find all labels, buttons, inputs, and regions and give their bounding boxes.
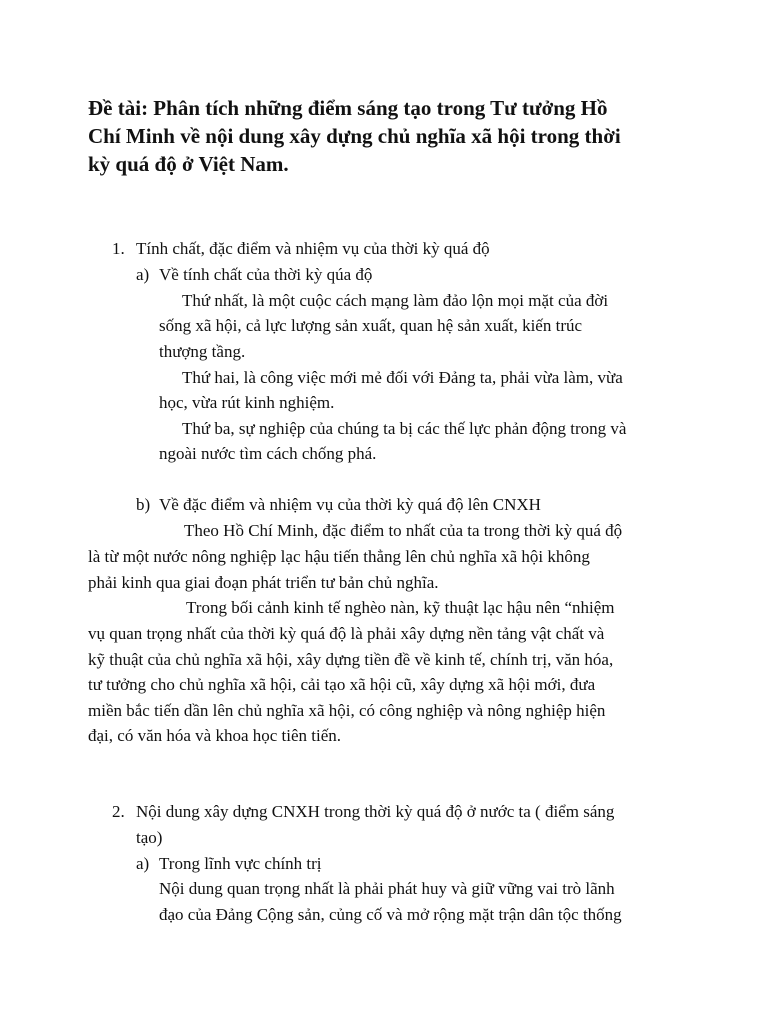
title-line: Chí Minh về nội dung xây dựng chủ nghĩa xã hội trong thời bbox=[88, 124, 621, 148]
paragraph-line: Nội dung quan trọng nhất là phải phát huy và giữ vững vai trò lãnh bbox=[159, 879, 615, 898]
paragraph-line: Trong bối cảnh kinh tế nghèo nàn, kỹ thuật lạc hậu nên “nhiệm bbox=[186, 598, 615, 617]
paragraph-line: Thứ nhất, là một cuộc cách mạng làm đảo lộn mọi mặt của đời bbox=[182, 291, 609, 310]
title-line: Đề tài: Phân tích những điểm sáng tạo trong Tư tưởng Hồ bbox=[88, 96, 608, 120]
paragraph-line: kỹ thuật của chủ nghĩa xã hội, xây dựng tiền đề về kinh tế, chính trị, văn hóa, bbox=[88, 650, 614, 669]
paragraph-line: đại, có văn hóa và khoa học tiên tiến. bbox=[88, 726, 342, 745]
paragraph-line: phải kinh qua giai đoạn phát triển tư bản chủ nghĩa. bbox=[88, 573, 439, 592]
section-1-number: 1. bbox=[112, 239, 125, 258]
paragraph-line: Thứ hai, là công việc mới mẻ đối với Đảng ta, phải vừa làm, vừa bbox=[182, 368, 623, 387]
section-2-heading-line: Nội dung xây dựng CNXH trong thời kỳ quá độ ở nước ta ( điểm sáng bbox=[136, 802, 615, 821]
document-title bbox=[88, 94, 688, 178]
subsection-1b-heading: Về đặc điểm và nhiệm vụ của thời kỳ quá độ lên CNXH bbox=[159, 495, 541, 514]
paragraph-line: Thứ ba, sự nghiệp của chúng ta bị các thế lực phản động trong và bbox=[182, 419, 627, 438]
paragraph-line: thượng tầng. bbox=[159, 342, 246, 361]
paragraph-line: đạo của Đảng Cộng sản, củng cố và mở rộng mặt trận dân tộc thống bbox=[159, 905, 622, 924]
paragraph-line: tư tưởng cho chủ nghĩa xã hội, cải tạo xã hội cũ, xây dựng xã hội mới, đưa bbox=[88, 675, 596, 694]
paragraph-line: sống xã hội, cả lực lượng sản xuất, quan hệ sản xuất, kiến trúc bbox=[159, 316, 583, 335]
paragraph-line: học, vừa rút kinh nghiệm. bbox=[159, 393, 335, 412]
subsection-2a-marker: a) bbox=[136, 854, 150, 873]
subsection-2a-heading: Trong lĩnh vực chính trị bbox=[159, 854, 322, 873]
section-2-heading-line: tạo) bbox=[136, 828, 163, 847]
paragraph-line: miền bắc tiến dần lên chủ nghĩa xã hội, có công nghiệp và nông nghiệp hiện bbox=[88, 701, 606, 720]
subsection-1a-marker: a) bbox=[136, 265, 150, 284]
title-line: kỳ quá độ ở Việt Nam. bbox=[88, 152, 289, 176]
paragraph-line: Theo Hồ Chí Minh, đặc điểm to nhất của ta trong thời kỳ quá độ bbox=[184, 521, 623, 540]
paragraph-line: là từ một nước nông nghiệp lạc hậu tiến thẳng lên chủ nghĩa xã hội không bbox=[88, 547, 590, 566]
section-1-heading: Tính chất, đặc điểm và nhiệm vụ của thời kỳ quá độ bbox=[136, 239, 490, 258]
subsection-1b-marker: b) bbox=[136, 495, 151, 514]
subsection-1a-heading: Về tính chất của thời kỳ qúa độ bbox=[159, 265, 373, 284]
paragraph-line: vụ quan trọng nhất của thời kỳ quá độ là phải xây dựng nền tảng vật chất và bbox=[88, 624, 605, 643]
section-2-number: 2. bbox=[112, 802, 125, 821]
paragraph-line: ngoài nước tìm cách chống phá. bbox=[159, 444, 377, 463]
